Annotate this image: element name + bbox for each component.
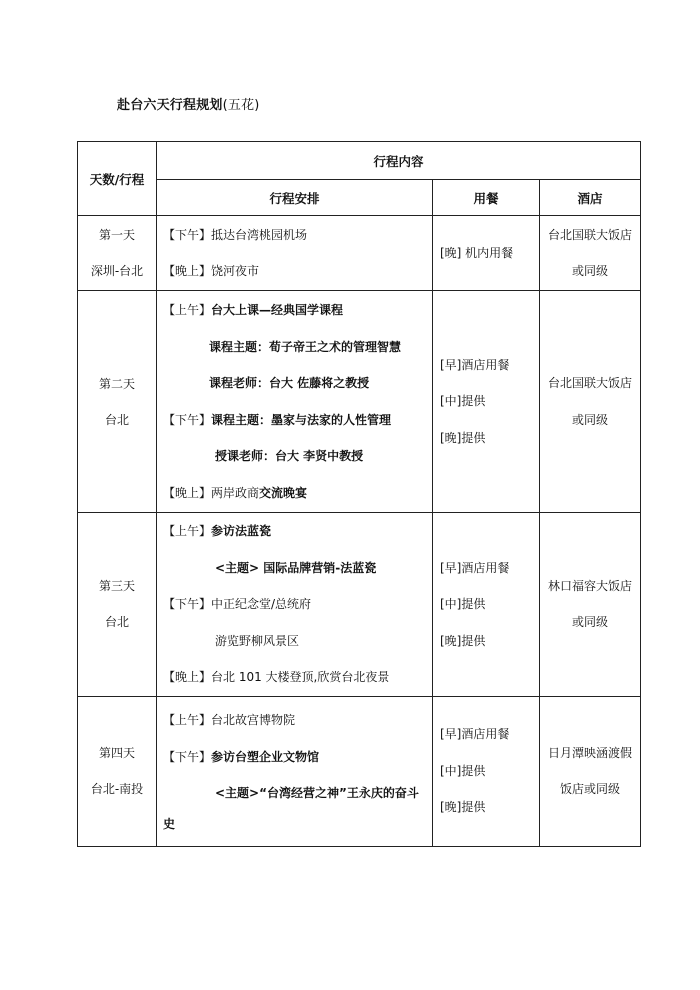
day-cell xyxy=(78,513,157,697)
meal-item: [晚] 机内用餐 xyxy=(440,245,514,260)
day-place: 台北 xyxy=(104,615,129,630)
day-label: 第四天 xyxy=(98,746,135,760)
meal-item: [早]酒店用餐 xyxy=(440,357,510,372)
header-day: 天数/行程 xyxy=(78,142,157,216)
schedule-line xyxy=(163,702,426,739)
schedule-text: 台北 101 大楼登顶,欣赏台北夜景 xyxy=(211,670,390,684)
day-label: 第二天 xyxy=(98,376,135,391)
title-main: 赴台六天行程规划 xyxy=(117,98,223,113)
day-cell xyxy=(78,291,157,513)
schedule-text: 饶河夜市 xyxy=(211,264,260,278)
page-title xyxy=(117,94,260,113)
hotel-cell xyxy=(540,696,641,846)
meal-item: [中]提供 xyxy=(440,394,486,409)
table-row xyxy=(78,216,641,291)
hotel-line: 饭店或同级 xyxy=(560,782,621,796)
schedule-text: 游览野柳风景区 xyxy=(215,633,300,648)
schedule-text: 参访台塑企业文物馆 xyxy=(211,749,320,764)
hotel-cell xyxy=(540,513,641,697)
schedule-cell xyxy=(157,291,433,513)
meal-item: [中]提供 xyxy=(440,763,486,778)
schedule-cell xyxy=(157,513,433,697)
meal-item: [早]酒店用餐 xyxy=(440,560,510,575)
schedule-line xyxy=(163,292,426,329)
schedule-line xyxy=(163,217,426,254)
schedule-line xyxy=(163,365,426,402)
time-tag: 【上午】 xyxy=(163,303,212,317)
schedule-line xyxy=(163,659,426,696)
day-place: 深圳-台北 xyxy=(90,264,144,278)
day-cell xyxy=(78,216,157,291)
hotel-line: 台北国联大饭店 xyxy=(548,227,633,242)
hotel-cell xyxy=(540,291,641,513)
schedule-text: 中正纪念堂/总统府 xyxy=(211,597,312,611)
schedule-line xyxy=(163,253,426,290)
schedule-text: 课程主题：荀子帝王之术的管理智慧 xyxy=(209,339,402,354)
schedule-text: 台北故宫博物院 xyxy=(211,713,296,728)
meal-cell xyxy=(433,513,540,697)
time-tag: 【晚上】 xyxy=(163,264,212,278)
day-place: 台北 xyxy=(104,412,129,427)
itinerary-table xyxy=(77,141,641,847)
table-row xyxy=(78,291,641,513)
schedule-text-bold: 交流晚宴 xyxy=(259,485,308,500)
meal-item: [晚]提供 xyxy=(440,430,486,445)
time-tag: 【晚上】 xyxy=(163,670,212,684)
schedule-line-continued: 史 xyxy=(163,816,176,831)
header-schedule: 行程安排 xyxy=(157,180,433,216)
hotel-line: 或同级 xyxy=(572,615,609,630)
title-sub: (五花) xyxy=(222,98,260,113)
hotel-cell xyxy=(540,216,641,291)
time-tag: 【下午】 xyxy=(163,412,212,427)
schedule-line xyxy=(163,623,426,660)
schedule-text: 台大上课—经典国学课程 xyxy=(211,303,344,317)
table-row xyxy=(78,696,641,846)
hotel-line: 或同级 xyxy=(572,412,609,427)
meal-cell xyxy=(433,291,540,513)
schedule-line xyxy=(163,438,426,475)
schedule-text: 两岸政商 xyxy=(211,485,260,500)
schedule-text: 抵达台湾桃园机场 xyxy=(211,227,308,242)
header-content: 行程内容 xyxy=(157,142,641,180)
time-tag: 【上午】 xyxy=(163,524,212,538)
day-label: 第一天 xyxy=(98,228,135,242)
schedule-text: <主题> 国际品牌营销-法蓝瓷 xyxy=(215,560,377,575)
meal-item: [早]酒店用餐 xyxy=(440,727,510,742)
meal-item: [晚]提供 xyxy=(440,633,486,648)
schedule-line xyxy=(163,513,426,550)
schedule-line xyxy=(163,550,426,587)
time-tag: 【下午】 xyxy=(163,597,212,611)
schedule-line xyxy=(163,739,426,776)
table-subheader-row xyxy=(78,180,641,216)
schedule-line xyxy=(163,475,426,512)
day-cell xyxy=(78,696,157,846)
schedule-cell xyxy=(157,696,433,846)
schedule-line xyxy=(163,775,426,812)
meal-cell xyxy=(433,696,540,846)
schedule-text: <主题>“台湾经营之神”王永庆的奋斗 xyxy=(215,786,419,801)
schedule-line xyxy=(163,586,426,623)
time-tag: 【上午】 xyxy=(163,713,212,728)
schedule-text: 参访法蓝瓷 xyxy=(211,524,272,538)
meal-cell xyxy=(433,216,540,291)
time-tag: 【下午】 xyxy=(163,227,212,242)
hotel-line: 台北国联大饭店 xyxy=(548,376,633,390)
hotel-line: 日月潭映涵渡假 xyxy=(548,745,633,760)
schedule-cell xyxy=(157,216,433,291)
schedule-line xyxy=(163,329,426,366)
schedule-text: 课程主题：墨家与法家的人性管理 xyxy=(211,412,392,427)
hotel-line: 林口福容大饭店 xyxy=(548,578,633,593)
schedule-text: 授课老师：台大 李贤中教授 xyxy=(215,449,364,463)
time-tag: 【晚上】 xyxy=(163,485,212,500)
meal-item: [晚]提供 xyxy=(440,800,486,815)
header-hotel: 酒店 xyxy=(540,180,641,216)
header-meals: 用餐 xyxy=(433,180,540,216)
meal-item: [中]提供 xyxy=(440,597,486,611)
day-label: 第三天 xyxy=(98,579,135,594)
table-header-row xyxy=(78,142,641,180)
schedule-line xyxy=(163,402,426,439)
time-tag: 【下午】 xyxy=(163,749,212,764)
schedule-text: 课程老师：台大 佐藤将之教授 xyxy=(209,376,370,390)
day-place: 台北-南投 xyxy=(90,782,144,796)
table-row xyxy=(78,513,641,697)
hotel-line: 或同级 xyxy=(572,264,609,278)
